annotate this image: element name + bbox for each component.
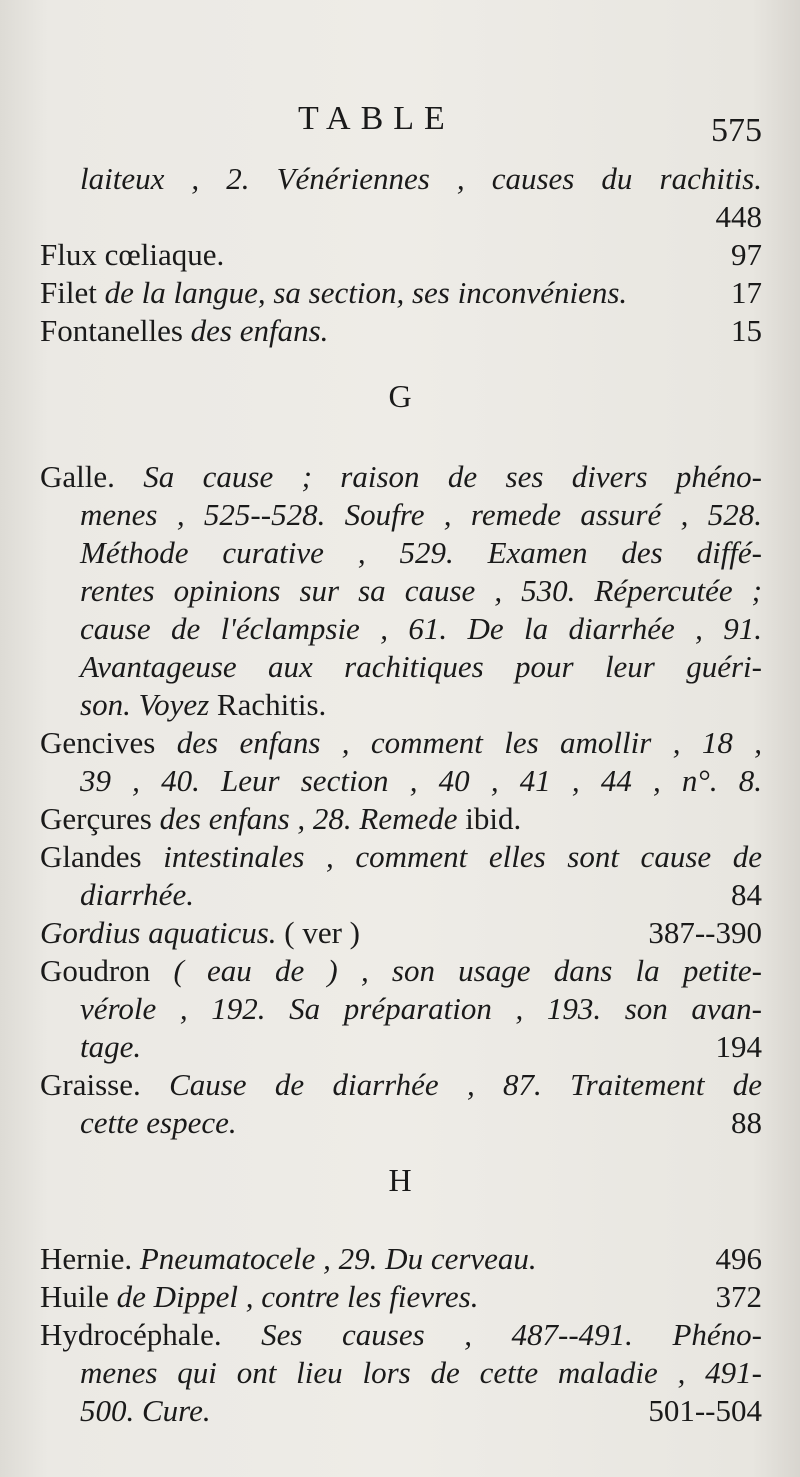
index-entry-goudron — [40, 952, 762, 1066]
entry-text: de Dippel , contre les fievres. — [116, 1279, 479, 1314]
index-entry-gencives — [40, 724, 762, 800]
entry-text: Sa cause ; raison de ses divers phéno- — [143, 459, 762, 494]
section-letter-g: G — [388, 378, 412, 414]
page-header — [0, 100, 800, 150]
entry-row — [40, 1316, 762, 1354]
entry-row — [40, 1240, 762, 1278]
index-entry-gercures — [40, 800, 762, 838]
continuation-line: laiteux , 2. Vénériennes , causes du rachitis. — [80, 161, 762, 196]
page-ref: 84 — [731, 877, 762, 912]
index-entry-gordius — [40, 914, 762, 952]
index-entry-glandes — [40, 838, 762, 914]
page-ref: 372 — [715, 1279, 762, 1314]
entry-text: Pneumatocele , 29. Du cerveau. — [139, 1241, 537, 1276]
entry-continuation — [40, 160, 762, 236]
entry-line: menes , 525--528. Soufre , remede assuré , 528. — [80, 497, 762, 532]
entry-text: des enfans. — [190, 313, 329, 348]
entry-line — [40, 1392, 762, 1430]
entry-text: des enfans , comment les amollir , 18 , — [176, 725, 762, 760]
entry-head: Filet — [40, 275, 97, 310]
entry-text: de la langue, sa section, ses inconvéniens. — [104, 275, 628, 310]
index-entry-galle — [40, 458, 762, 724]
entry-head: Glandes — [40, 839, 142, 874]
entry-line — [40, 1104, 762, 1142]
entry-head: Galle. — [40, 459, 115, 494]
entry-line — [40, 1028, 762, 1066]
page-ref: 501--504 — [648, 1393, 762, 1428]
entry-head: Hernie. — [40, 1241, 133, 1276]
index-entry-hernie — [40, 1240, 762, 1278]
entry-text: tage. — [80, 1029, 142, 1064]
entry-line: vérole , 192. Sa préparation , 193. son avan- — [80, 991, 762, 1026]
entry-head: Fontanelles — [40, 313, 183, 348]
entry-row — [40, 914, 762, 952]
index-entry-graisse — [40, 1066, 762, 1142]
running-title: TABLE — [298, 100, 455, 137]
entry-row — [40, 1066, 762, 1104]
entry-text: 500. Cure. — [80, 1393, 211, 1428]
see-also-label: son. Voyez — [80, 687, 210, 722]
entry-row — [40, 952, 762, 990]
entry-row — [40, 236, 762, 274]
entry-line — [40, 876, 762, 914]
entry-line: rentes opinions sur sa cause , 530. Répercutée ; — [80, 573, 762, 608]
entry-text: intestinales , comment elles sont cause de — [163, 839, 762, 874]
page-ref: 194 — [715, 1029, 762, 1064]
page-number: 575 — [711, 112, 762, 149]
entry-row — [40, 724, 762, 762]
section-letter-h: H — [388, 1162, 412, 1198]
entry-head: Gencives — [40, 725, 156, 760]
entry-line: menes qui ont lieu lors de cette maladie , 491- — [80, 1355, 762, 1390]
entry-head: Graisse. — [40, 1067, 141, 1102]
entry-row — [40, 1278, 762, 1316]
page-ref: 387--390 — [648, 915, 762, 950]
entry-text: cette espece. — [80, 1105, 237, 1140]
entry-head: Huile — [40, 1279, 109, 1314]
entry-text: Cause de diarrhée , 87. Traitement de — [169, 1067, 763, 1102]
entry-text: Ses causes , 487--491. Phéno- — [261, 1317, 762, 1352]
entry-head: Gerçures — [40, 801, 152, 836]
index-entry-huile — [40, 1278, 762, 1316]
entry-row — [40, 458, 762, 496]
entry-text: ( ver ) — [284, 915, 361, 950]
page-ref: 97 — [731, 237, 762, 272]
entry-line: Avantageuse aux rachitiques pour leur guéri- — [80, 649, 762, 684]
entry-line — [40, 686, 762, 724]
entry-head: Hydrocéphale. — [40, 1317, 222, 1352]
page-ref: 17 — [731, 275, 762, 310]
entry-line: Méthode curative , 529. Examen des diffé- — [80, 535, 762, 570]
entry-head: Flux cœliaque. — [40, 237, 225, 272]
entry-row — [40, 800, 762, 838]
index-entry-filet — [40, 274, 762, 312]
entry-row — [40, 312, 762, 350]
index-entry-fontanelles — [40, 312, 762, 350]
entry-row — [40, 838, 762, 876]
entry-head: Gordius aquaticus. — [40, 915, 277, 950]
index-entry-hydrocephale — [40, 1316, 762, 1430]
page-ref: 448 — [715, 199, 762, 234]
page-ref: 15 — [731, 313, 762, 348]
entry-text: des enfans , 28. Remede — [159, 801, 458, 836]
entry-row — [40, 274, 762, 312]
entry-head: Goudron — [40, 953, 151, 988]
entry-text: ( eau de ) , son usage dans la petite- — [173, 953, 762, 988]
entry-line: 39 , 40. Leur section , 40 , 41 , 44 , n°. 8. — [80, 763, 762, 798]
index-entry-flux — [40, 236, 762, 274]
entry-line: cause de l'éclampsie , 61. De la diarrhée , 91. — [80, 611, 762, 646]
page-ref: 496 — [715, 1241, 762, 1276]
page-ref: 88 — [731, 1105, 762, 1140]
entry-ibid: ibid. — [465, 801, 522, 836]
see-also-target: Rachitis. — [216, 687, 327, 722]
continuation-page-row — [40, 198, 762, 236]
entry-text: diarrhée. — [80, 877, 194, 912]
